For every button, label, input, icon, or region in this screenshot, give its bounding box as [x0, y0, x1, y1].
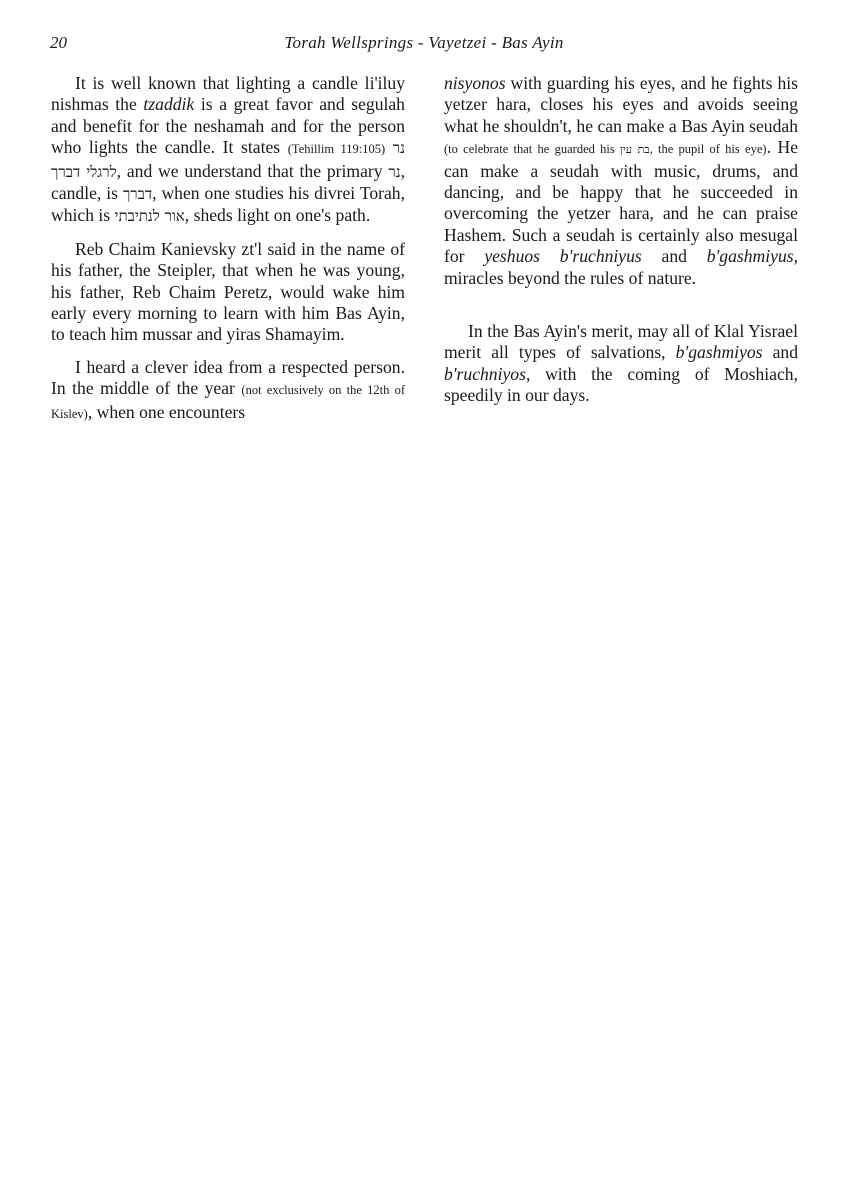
- paragraph-seudah: nisyonos with guarding his eyes, and he fights his yetzer hara, closes his eyes and avoids seeing what he shouldn't, he can make a Bas Ayin seudah (to celebrate that he guarded his בת עין, the pupil of his eye). He can make a seudah with music, drums, and dancing, and be happy that he succeeded in overcoming the yetzer hara, and he can praise Hashem. Such a seudah is certainly also mesugal for yeshuos b'ruchniyus and b'gashmiyus, miracles beyond the rules of nature.: [444, 73, 799, 288]
- paragraph-closing-blessing: In the Bas Ayin's merit, may all of Klal Yisrael merit all types of salvations, b'gashmiyos and b'ruchniyos, with the coming of Moshiach, speedily in our days.: [444, 321, 798, 406]
- paragraph-steipler: Reb Chaim Kanievsky zt'l said in the name of his father, the Steipler, that when he was young, his father, Reb Chaim Peretz, would wake him early every morning to learn with him Bas Ayin, to teach him mussar and yiras Shamayim.: [51, 238, 405, 345]
- page-header: [50, 33, 798, 57]
- paragraph-candle: It is well known that lighting a candle li'iluy nishmas the tzaddik is a great favor and segulah and benefit for the neshamah and for the person who lights the candle. It states (Tehillim 119:105) נר לרגלי דברך, and we understand that the primary נר, candle, is דברך, when one studies his divrei Torah, which is אור לנתיבתי, sheds light on one's path.: [51, 73, 405, 226]
- paragraph-clever-idea: I heard a clever idea from a respected person. In the middle of the year (not exclusively on the 12th of Kislev), when one encounters: [51, 356, 405, 422]
- page-number: 20: [50, 33, 67, 52]
- hebrew-quote: נר לרגלי דברך: [51, 139, 405, 181]
- running-head: Torah Wellsprings - Vayetzei - Bas Ayin: [284, 33, 564, 52]
- right-column: [444, 73, 798, 418]
- left-column: [51, 73, 405, 436]
